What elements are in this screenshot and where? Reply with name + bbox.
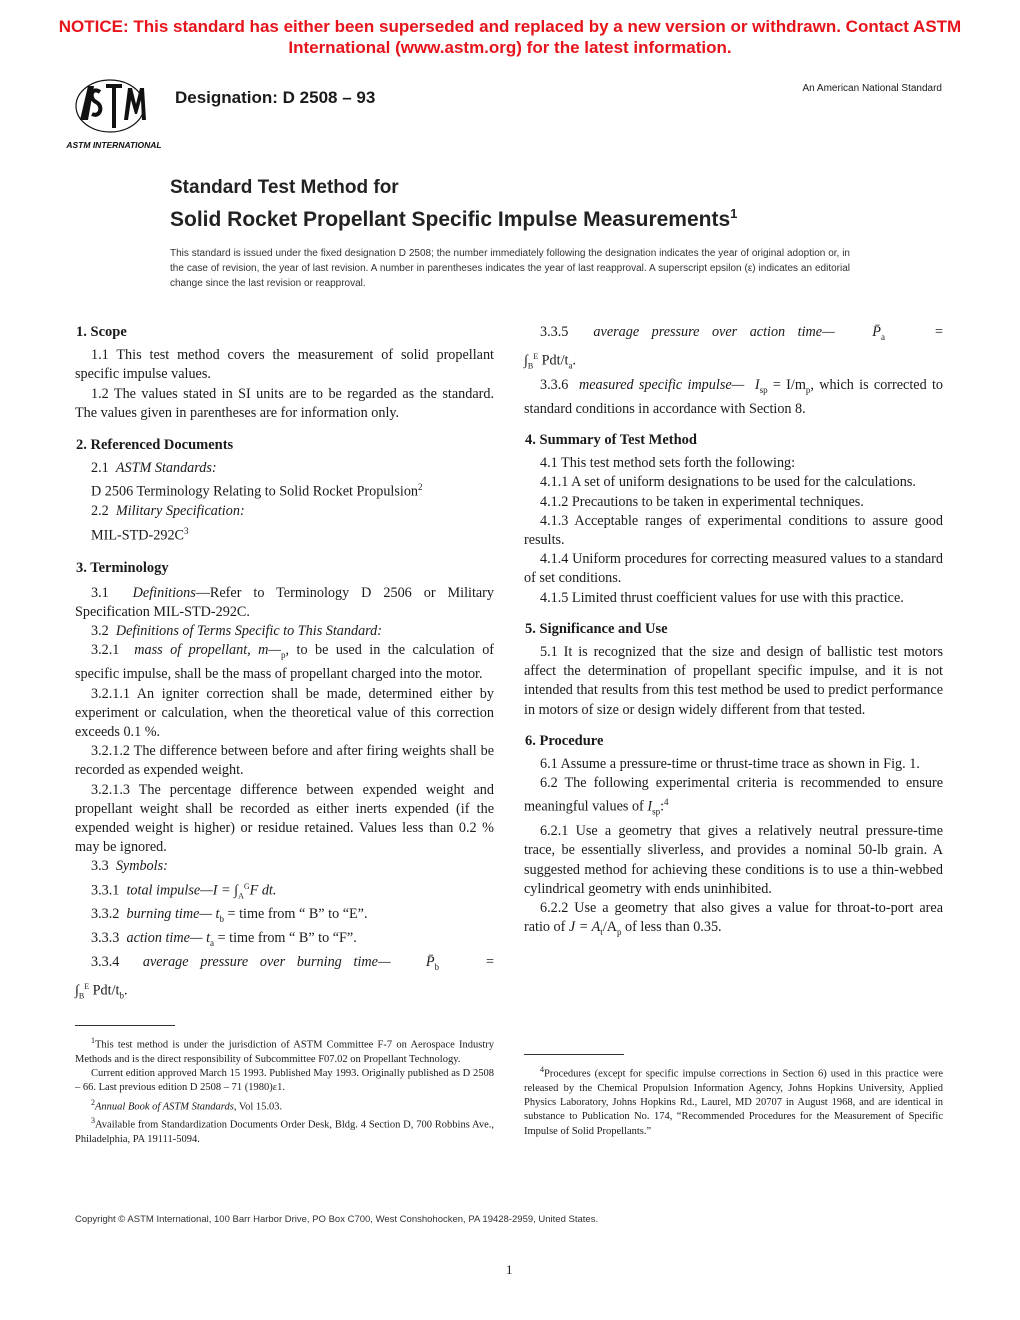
para-4-1-2: 4.1.2 Precautions to be taken in experimental techniques. xyxy=(540,493,864,510)
para-6-2-var: I xyxy=(647,799,653,816)
para-6-2-sub: sp xyxy=(652,807,661,818)
para-3-3-6-sub: sp xyxy=(759,384,768,395)
para-6-2-1: 6.2.1 Use a geometry that gives a relatively neutral pressure-time trace, be essentially sliverless, and provides a nominal 50-lb grain. A suggested method for achieving these conditions is to use a thin-webbed cylindrical geometry with ends uninhibited. xyxy=(524,823,943,897)
para-3-2-1-3: 3.2.1.3 The percentage difference between expended weight and propellant weight shall be recorded as either inerts expended (if the expended weight is higher) or residue retained. Values less than 0.2 % may be ignored. xyxy=(75,781,494,856)
para-6-2 xyxy=(524,774,943,822)
para-3-3-2-sub: b xyxy=(219,914,224,925)
para-4-1-4: 4.1.4 Uniform procedures for correcting measured values to a standard of set conditions. xyxy=(524,551,943,587)
para-3-3-5-num: 3.3.5 xyxy=(540,324,569,340)
logo-text: ASTM INTERNATIONAL xyxy=(66,140,162,150)
ref-mil-std xyxy=(75,522,494,546)
para-3-2-1-sub: p xyxy=(281,650,286,661)
para-3-3-4-formula xyxy=(75,977,494,1006)
section-3-heading: 3. Terminology xyxy=(76,559,169,576)
para-6-2-footnote[interactable]: 4 xyxy=(664,797,669,808)
para-3-3-3-sub: a xyxy=(210,938,215,949)
para-3-2-1-1: 3.2.1.1 An igniter correction shall be made, determined either by experiment or calculation, when the theoretical value of this correction exceeds 0.1 %. xyxy=(75,685,494,740)
title-line-2-text: Solid Rocket Propellant Specific Impulse Measurements xyxy=(170,208,731,231)
para-3-3-2 xyxy=(75,905,494,929)
para-3-3-6-var: I xyxy=(754,376,760,393)
para-3-1-num: 3.1 xyxy=(91,584,109,601)
para-4-1-1: 4.1.1 A set of uniform designations to be used for the calculations. xyxy=(540,474,916,491)
para-6-2-2 xyxy=(524,899,943,942)
para-3-3-6-eq: = I/m xyxy=(767,376,806,393)
para-3-3-5-term: average pressure over action time— xyxy=(593,324,835,340)
para-3-3-num: 3.3 xyxy=(91,858,109,875)
para-3-3-5-end: . xyxy=(572,352,577,369)
ref-d2506-footnote[interactable]: 2 xyxy=(418,482,423,493)
para-3-3-1-lower: A xyxy=(238,891,244,901)
footnotes-right xyxy=(524,1063,943,1139)
para-3-1-text: —Refer to Terminology D 2506 or Military Specification MIL-STD-292C. xyxy=(75,584,495,620)
footnote-3-mark: 3 xyxy=(91,1116,95,1126)
para-3-3-2-var: t xyxy=(215,906,220,923)
para-3-3-4-integral: ∫ xyxy=(75,983,79,1000)
para-6-2-2-mid: /A xyxy=(602,919,617,936)
para-3-3-4-tail-sub: b xyxy=(119,991,124,1001)
para-6-2-2-text: 6.2.2 Use a geometry that also gives a value for throat-to-port area ratio of xyxy=(524,900,943,936)
title-line-1: Standard Test Method for xyxy=(170,177,399,198)
document-title xyxy=(170,175,737,233)
para-3-2-label: Definitions of Terms Specific to This Standard: xyxy=(115,623,382,640)
para-3-3-4-tail: Pdt/t xyxy=(89,983,120,1000)
astm-international-logo-icon xyxy=(66,72,162,152)
para-3-3-2-text: = time from “ B” to “E”. xyxy=(224,906,368,923)
para-3-3-1-num: 3.3.1 xyxy=(91,882,120,899)
right-column xyxy=(524,323,943,942)
para-3-3-5-formula xyxy=(524,347,943,376)
para-6-2-2-sub1: t xyxy=(600,927,603,938)
para-3-3-3-num: 3.3.3 xyxy=(91,930,120,947)
para-3-3-5-lower: B xyxy=(527,361,534,371)
para-3-3-6-text: , which is corrected to standard conditions in accordance with Section 8. xyxy=(524,376,943,417)
para-6-2-2-end: of less than 0.35. xyxy=(621,919,722,936)
para-3-2-num: 3.2 xyxy=(91,623,109,640)
para-6-2-end: : xyxy=(660,799,665,816)
para-3-3-3-var: t xyxy=(206,930,211,947)
para-3-3-4-eq: = xyxy=(485,954,494,971)
section-1-heading: 1. Scope xyxy=(76,324,127,340)
ref-mil-std-text: MIL-STD-292C xyxy=(91,527,185,544)
para-6-2-2-sub2: p xyxy=(617,927,622,938)
para-3-3-4 xyxy=(75,953,494,977)
title-line-2 xyxy=(170,201,737,233)
para-3-3-5-integral: ∫ xyxy=(524,352,528,369)
para-4-1-5: 4.1.5 Limited thrust coefficient values for use with this practice. xyxy=(540,589,904,606)
para-6-2-text: 6.2 The following experimental criteria is recommended to ensure meaningful values of xyxy=(524,775,943,816)
para-3-3-3 xyxy=(75,929,494,953)
para-2-1-label: ASTM Standards: xyxy=(115,460,217,477)
para-3-3-2-term: burning time— xyxy=(126,906,212,923)
para-3-3-5-sub: a xyxy=(880,331,885,342)
para-3-3-2-num: 3.3.2 xyxy=(91,906,120,923)
para-3-2-1-num: 3.2.1 xyxy=(91,642,120,659)
footnote-4-text: Procedures (except for specific impulse corrections in Section 6) used in this practice were released by the Chemical Propulsion Information Agency, Johns Hopkins University, Applied Physics Laboratory, Johns Hopkins Rd., Laurel, MD 20707 in August 1968, and are identical in substance to Publication No. 174, “Recommended Procedures for the Measurement of Specific Impulse of Solid Propellants.” xyxy=(524,1068,943,1137)
para-3-3-6-term: measured specific impulse— xyxy=(578,376,745,393)
footnote-4 xyxy=(524,1063,943,1139)
para-3-3-1-tail: F dt. xyxy=(249,882,277,899)
designation: Designation: D 2508 – 93 xyxy=(175,88,376,107)
footnote-3-text: Available from Standardization Documents Order Desk, Bldg. 4 Section D, 700 Robbins Ave., Philadelphia, PA 19111-5094. xyxy=(75,1119,494,1146)
para-3-3-3-term: action time— xyxy=(126,930,203,947)
para-3-3-6 xyxy=(524,376,943,419)
para-3-3-1 xyxy=(75,877,494,906)
section-6-heading: 6. Procedure xyxy=(525,732,604,749)
para-3-2-1-term: mass of propellant, m— xyxy=(134,642,282,659)
para-3-3-4-sub: b xyxy=(434,962,439,973)
footnote-1-text: This test method is under the jurisdiction of ASTM Committee F-7 on Aerospace Industry Methods and is the direct responsibility of Subcommittee F07.02 on Propellant Technology. xyxy=(75,1039,494,1065)
para-3-3-5 xyxy=(524,323,943,347)
ref-d2506-text: D 2506 Terminology Relating to Solid Rocket Propulsion xyxy=(91,484,419,501)
para-1-2: 1.2 The values stated in SI units are to be regarded as the standard. The values given in parentheses are for information only. xyxy=(75,385,494,421)
title-footnote-mark[interactable]: 1 xyxy=(730,206,738,221)
para-3-3-4-lower: B xyxy=(78,992,85,1001)
para-2-2 xyxy=(75,502,494,521)
para-2-1-num: 2.1 xyxy=(91,460,109,477)
footnote-2-text: , Vol 15.03. xyxy=(233,1101,283,1113)
para-3-3-4-num: 3.3.4 xyxy=(91,954,120,971)
para-3-3-1-upper: G xyxy=(243,881,250,891)
american-national-standard-label: An American National Standard xyxy=(802,83,942,94)
para-3-3-6-eq-sub: p xyxy=(805,384,811,395)
ref-mil-std-footnote[interactable]: 3 xyxy=(184,525,189,536)
para-2-1 xyxy=(75,459,494,478)
para-3-3-5-var: P̄ xyxy=(872,324,881,340)
astm-logo xyxy=(66,72,162,152)
para-3-3-3-text: = time from “ B” to “F”. xyxy=(214,930,357,947)
footnote-rule-right xyxy=(524,1054,624,1055)
para-3-3-5-eq: = xyxy=(935,324,944,340)
para-2-2-num: 2.2 xyxy=(91,503,109,520)
para-3-2-1-2: 3.2.1.2 The difference between before and after firing weights shall be recorded as expended weight. xyxy=(75,743,494,779)
footnote-2-mark: 2 xyxy=(91,1097,95,1107)
para-1-1: 1.1 This test method covers the measurement of solid propellant specific impulse values. xyxy=(75,347,494,383)
para-3-2 xyxy=(75,622,494,641)
para-3-3-4-var: P̄ xyxy=(425,954,435,971)
para-3-1 xyxy=(75,584,494,622)
footnote-1-mark: 1 xyxy=(91,1036,95,1045)
section-4-heading: 4. Summary of Test Method xyxy=(525,432,697,449)
footnote-2 xyxy=(75,1096,494,1115)
footnote-rule-left xyxy=(75,1025,175,1026)
para-3-3-label: Symbols: xyxy=(115,858,168,875)
footnote-3 xyxy=(75,1114,494,1147)
para-3-3-1-term: total impulse— xyxy=(126,882,213,899)
withdrawn-notice: NOTICE: This standard has either been superseded and replaced by a new version or withdrawn. Contact ASTM International (www.astm.org) for the latest information. xyxy=(58,17,962,57)
para-3-3-4-upper: E xyxy=(84,982,90,992)
issued-note: This standard is issued under the fixed designation D 2508; the number immediately following the designation indicates the year of original adoption or, in the case of revision, the year of last revision. A number in parentheses indicates the year of last reapproval. A superscript epsilon (ε) indicates an editorial change since the last revision or reapproval. xyxy=(170,248,850,289)
para-3-1-term: Definitions xyxy=(132,584,196,601)
footnote-1 xyxy=(75,1034,494,1067)
page-number: 1 xyxy=(506,1262,513,1277)
footnotes-left xyxy=(75,1034,494,1148)
para-3-3-4-end: . xyxy=(123,983,128,1000)
para-3-3-4-term: average pressure over burning time— xyxy=(142,954,391,971)
left-column xyxy=(75,323,494,1006)
footnote-4-mark: 4 xyxy=(540,1065,544,1074)
para-6-2-2-var: J = A xyxy=(568,919,601,936)
para-3-2-1 xyxy=(75,641,494,684)
copyright-line: Copyright © ASTM International, 100 Barr Harbor Drive, PO Box C700, West Conshohocken, PA 19428-2959, United States. xyxy=(75,1214,599,1225)
footnote-2-title: Annual Book of ASTM Standards xyxy=(95,1101,234,1113)
section-5-heading: 5. Significance and Use xyxy=(525,620,668,637)
para-5-1: 5.1 It is recognized that the size and design of ballistic test motors affect the determination of propellant specific impulse, and it is not intended that results from this test method be used to predict performance in motors of size or design widely different from that tested. xyxy=(524,644,943,718)
para-3-3-5-tail: Pdt/t xyxy=(538,352,569,369)
ref-d2506 xyxy=(75,478,494,502)
para-4-1: 4.1 This test method sets forth the following: xyxy=(540,455,796,472)
para-6-1: 6.1 Assume a pressure-time or thrust-time trace as shown in Fig. 1. xyxy=(540,756,920,773)
para-3-3-1-eq: I = ∫ xyxy=(212,882,239,899)
para-3-3 xyxy=(75,857,494,876)
section-2-heading: 2. Referenced Documents xyxy=(76,437,234,454)
para-3-2-1-text: , to be used in the calculation of specific impulse, shall be the mass of propellant charged into the motor. xyxy=(75,642,495,683)
footnote-1b: Current edition approved March 15 1993. Published May 1993. Originally published as D 2508 – 66. Last previous edition D 2508 – 71 (1980)ε1. xyxy=(75,1068,494,1094)
para-3-3-5-upper: E xyxy=(533,352,539,362)
para-2-2-label: Military Specification: xyxy=(115,503,245,520)
para-4-1-3: 4.1.3 Acceptable ranges of experimental conditions to assure good results. xyxy=(524,512,943,549)
para-3-3-5-tail-sub: a xyxy=(568,360,573,371)
para-3-3-6-num: 3.3.6 xyxy=(540,376,569,393)
